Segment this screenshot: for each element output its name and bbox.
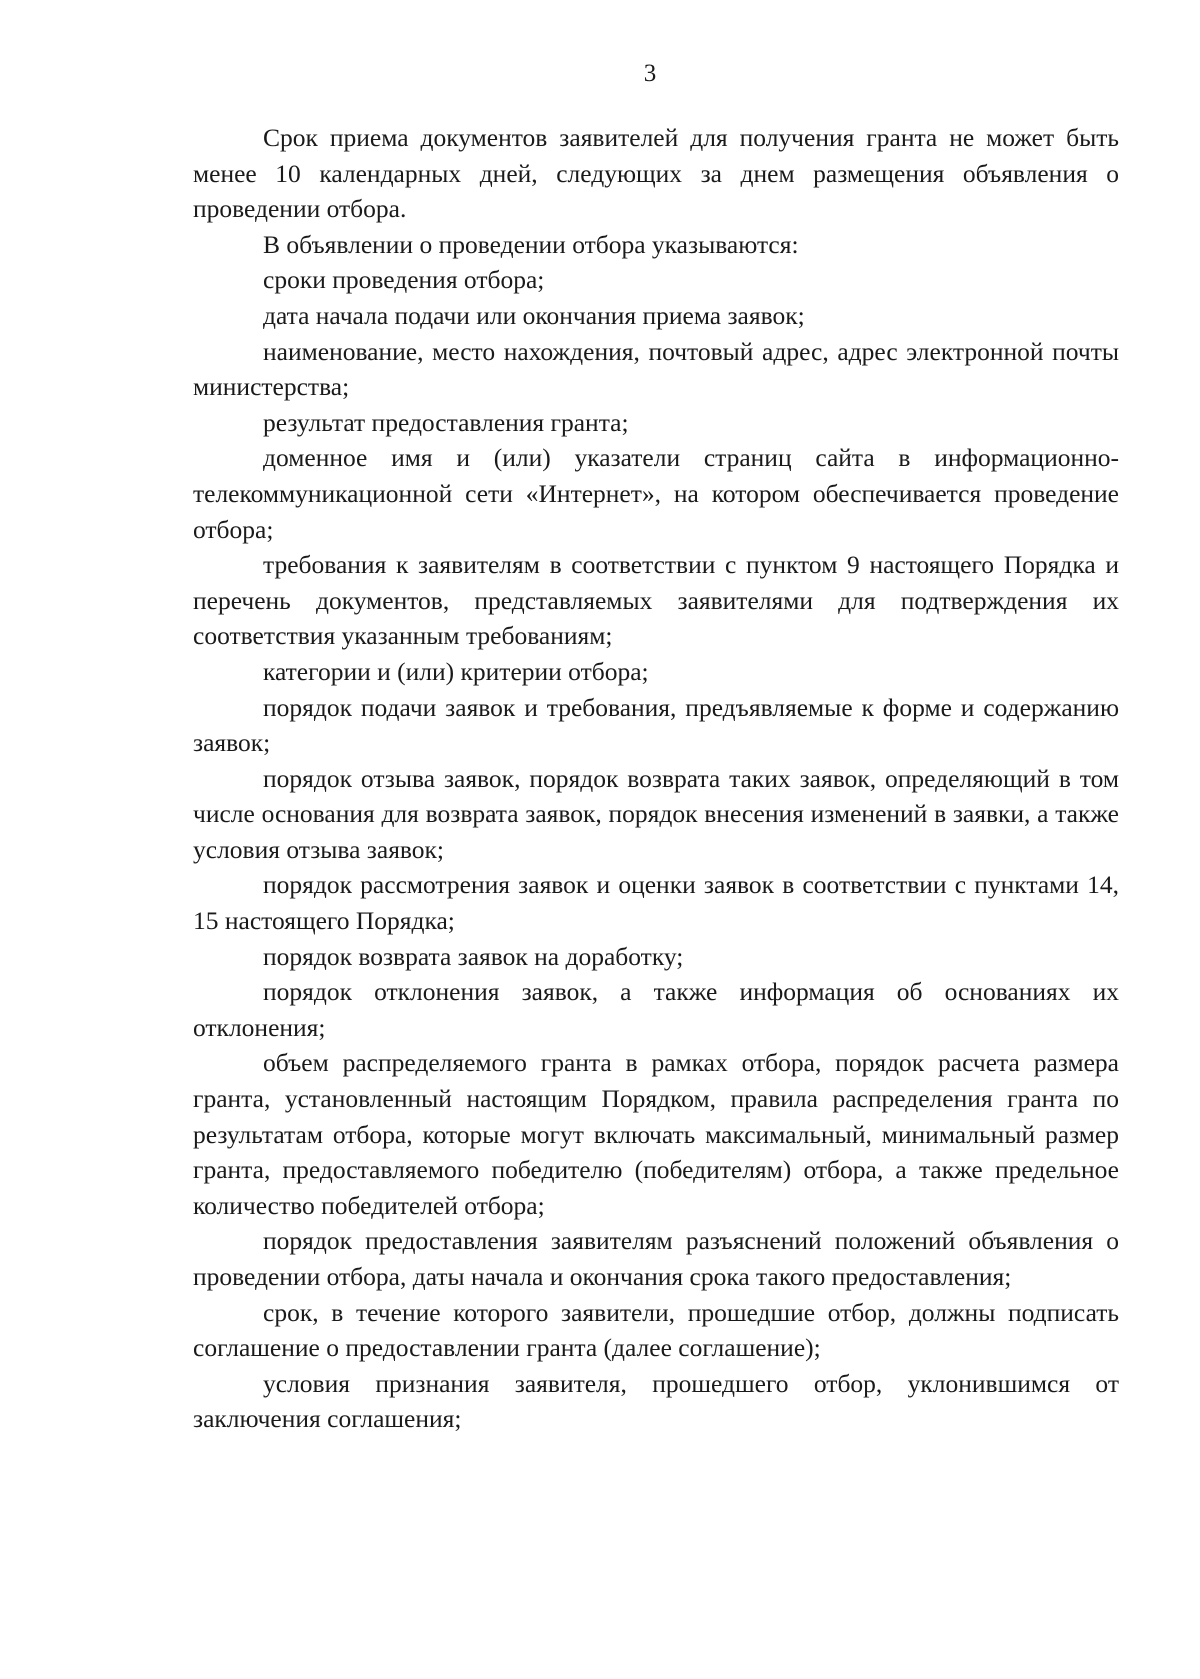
list-item-review-procedure: порядок рассмотрения заявок и оценки заявок в соответствии с пунктами 14, 15 настоящего Порядка; (193, 870, 1119, 936)
list-item-grant-result: результат предоставления гранта; (263, 407, 629, 437)
document-body (193, 120, 1119, 1437)
list-item-withdrawal-procedure: порядок отзыва заявок, порядок возврата таких заявок, определяющий в том числе основания для возврата заявок, порядок внесения изменений в заявки, а также условия отзыва заявок; (193, 763, 1119, 864)
list-item-clarifications: порядок предоставления заявителям разъяснений положений объявления о проведении отбора, даты начала и окончания срока такого предоставления; (193, 1226, 1119, 1291)
list-item-selection-dates: сроки проведения отбора; (263, 265, 545, 295)
list-item-application-dates: дата начала подачи или окончания приема заявок; (263, 300, 805, 330)
list-item-agreement-deadline: срок, в течение которого заявители, прошедшие отбор, должны подписать соглашение о предоставлении гранта (далее соглашение); (193, 1297, 1119, 1363)
list-item-ministry-contacts: наименование, место нахождения, почтовый адрес, адрес электронной почты министерства; (193, 336, 1119, 402)
page-number: 3 (643, 60, 657, 87)
list-item-selection-criteria: категории и (или) критерии отбора; (263, 656, 649, 686)
list-item-rejection-procedure: порядок отклонения заявок, а также информация об основаниях их отклонения; (193, 977, 1119, 1042)
paragraph-submission-period: Срок приема документов заявителей для получения гранта не может быть менее 10 календарных дней, следующих за днем размещения объявления о проведении отбора. (193, 123, 1119, 224)
list-item-grant-volume: объем распределяемого гранта в рамках отбора, порядок расчета размера гранта, установленный настоящим Порядком, правила распределения гранта по результатам отбора, которые могут включать максимальный, минимальный размер гранта, предоставляемого победителю (победителям) отбора, а также предельное количество победителей отбора; (193, 1048, 1119, 1220)
list-item-return-for-revision: порядок возврата заявок на доработку; (263, 941, 684, 971)
list-item-submission-procedure: порядок подачи заявок и требования, предъявляемые к форме и содержанию заявок; (193, 692, 1119, 758)
list-item-website: доменное имя и (или) указатели страниц сайта в информационно-телекоммуникационной сети «Интернет», на котором обеспечивается проведение отбора; (193, 443, 1119, 544)
list-item-applicant-requirements: требования к заявителям в соответствии с пунктом 9 настоящего Порядка и перечень документов, представляемых заявителями для подтверждения их соответствия указанным требованиям; (193, 550, 1119, 651)
paragraph-announcement-intro: В объявлении о проведении отбора указываются: (263, 229, 799, 259)
list-item-evasion-conditions: условия признания заявителя, прошедшего отбор, уклонившимся от заключения соглашения; (193, 1368, 1119, 1434)
